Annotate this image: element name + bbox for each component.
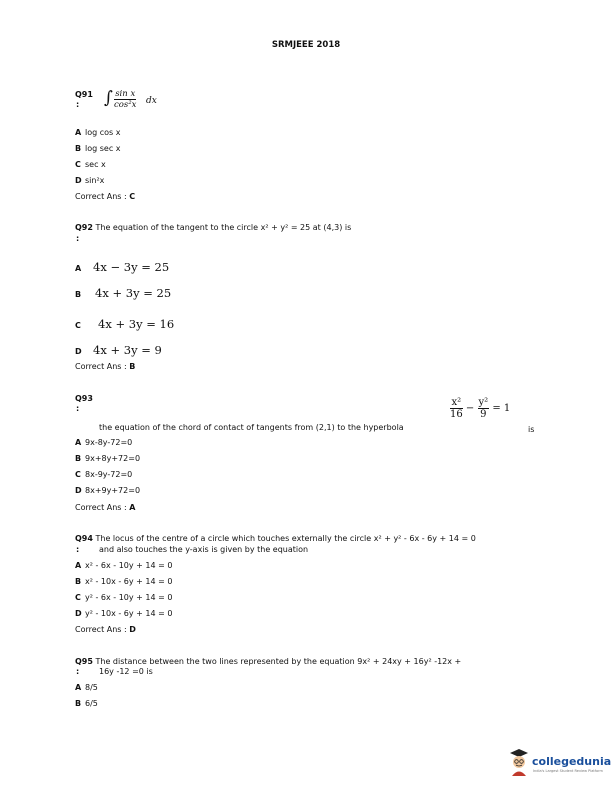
- correct-answer: Correct Ans : A: [75, 503, 136, 512]
- option-b: B 9x+8y+72=0: [75, 454, 141, 463]
- equals-one: = 1: [492, 403, 511, 414]
- correct-answer: Correct Ans : C: [75, 192, 136, 201]
- option-c: C y² - 6x - 10y + 14 = 0: [75, 593, 173, 602]
- question-colon: :: [76, 404, 80, 413]
- question-text-end: is: [528, 425, 535, 434]
- fraction-x: $\frac{\text{x²}}{16}$: [450, 397, 463, 420]
- question-number: Q94: [75, 534, 93, 543]
- logo-tagline: India's Largest Student Review Platform: [533, 769, 603, 773]
- option-c: C 8x-9y-72=0: [75, 470, 133, 479]
- option-b: B 4x + 3y = 25: [75, 286, 172, 300]
- option-a: A 8/5: [75, 683, 98, 692]
- integral-dx: dx: [146, 96, 157, 106]
- question-number: Q95: [75, 657, 93, 666]
- question-colon: :: [76, 100, 80, 109]
- option-b: B log sec x: [75, 144, 121, 153]
- question-text: The distance between the two lines represented by the equation 9x² + 24xy + 16y² -12x +: [95, 657, 462, 666]
- question-92: [75, 222, 351, 233]
- option-d: D 8x+9y+72=0: [75, 486, 141, 495]
- option-c: C sec x: [75, 160, 106, 169]
- question-94: [75, 533, 476, 544]
- option-c: C 4x + 3y = 16: [75, 317, 175, 331]
- option-a: A 9x-8y-72=0: [75, 438, 133, 447]
- option-b: B x² - 10x - 6y + 14 = 0: [75, 577, 173, 586]
- minus-sign: −: [465, 403, 475, 414]
- option-d: D sin²x: [75, 176, 105, 185]
- question-number: Q93: [75, 394, 93, 403]
- mascot-icon: [508, 746, 530, 776]
- integral-sign: ∫: [104, 88, 113, 108]
- question-colon-line: : 16y -12 =0 is: [76, 667, 153, 676]
- option-d: D 4x + 3y = 9: [75, 343, 162, 357]
- page-title: SRMJEEE 2018: [271, 40, 341, 50]
- option-d: D y² - 10x - 6y + 14 = 0: [75, 609, 173, 618]
- question-colon: :: [76, 234, 80, 243]
- hyperbola-equation: [450, 397, 510, 420]
- question-colon-line: : and also touches the y-axis is given by the equation: [76, 545, 309, 554]
- option-a: A log cos x: [75, 128, 121, 137]
- question-number: Q92: [75, 223, 93, 232]
- correct-answer: Correct Ans : B: [75, 362, 136, 371]
- question-text: the equation of the chord of contact of tangents from (2,1) to the hyperbola: [99, 423, 404, 432]
- integrand-numerator: sin x: [115, 89, 136, 99]
- question-text: The equation of the tangent to the circle x² + y² = 25 at (4,3) is: [95, 223, 352, 232]
- correct-answer: Correct Ans : D: [75, 625, 136, 634]
- option-a: A 4x − 3y = 25: [75, 260, 170, 274]
- question-text: The locus of the centre of a circle which touches externally the circle x² + y² - 6x - 6y + 14 = 0: [95, 534, 476, 543]
- integrand-fraction: [114, 89, 136, 110]
- fraction-y: $\frac{\text{y²}}{9}$: [478, 397, 489, 420]
- logo-wordmark: collegedunia: [532, 755, 612, 768]
- option-b: B 6/5: [75, 699, 98, 708]
- collegedunia-logo: [508, 746, 612, 778]
- integrand-denominator: cos²x: [114, 100, 137, 110]
- question-number: Q91: [75, 90, 93, 99]
- option-a: A x² - 6x - 10y + 14 = 0: [75, 561, 173, 570]
